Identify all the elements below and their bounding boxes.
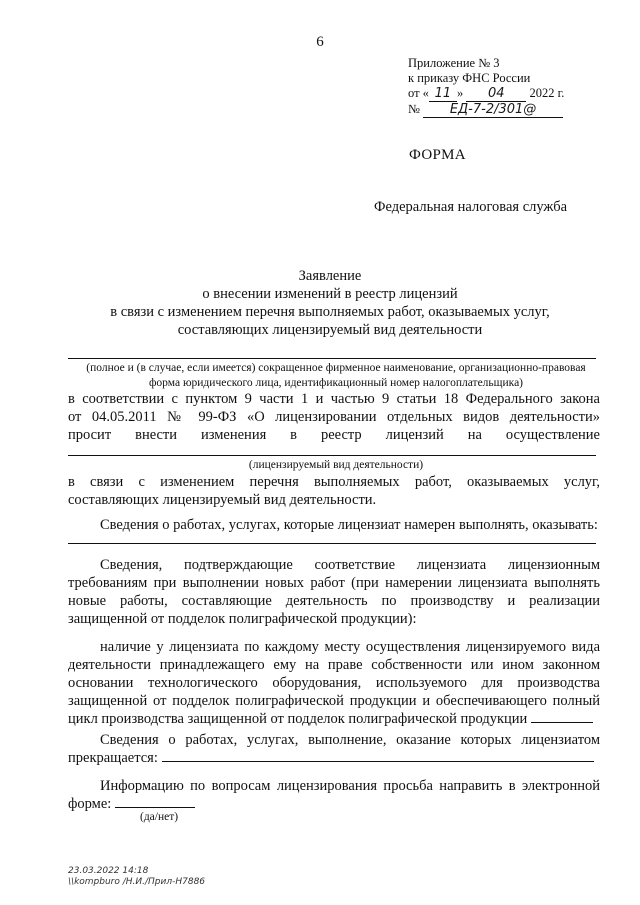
reason-paragraph: в связи с изменением перечня выполняемых работ, оказываемых услуг, составляющих лицензируемый вид деятельности. bbox=[68, 474, 600, 508]
applicant-field-line bbox=[68, 358, 596, 359]
compliance-paragraph: Сведения, подтверждающие соответствие лицензиата лицензионным требованиям при выполнении новых работ (при намерении лицензиата выполнять новые работы, составляющие деятельность по производству и реализации защищенной от подделок полиграфической продукции): bbox=[68, 557, 600, 627]
appendix-month: 04 bbox=[466, 86, 526, 102]
electronic-form-field-line bbox=[115, 795, 195, 808]
activity-field-line bbox=[68, 455, 596, 456]
page-number: 6 bbox=[316, 34, 324, 50]
appendix-number-line: № ЕД-7-2/301@ bbox=[408, 102, 598, 118]
works-field-line bbox=[68, 543, 596, 544]
heading-line-4: составляющих лицензируемый вид деятельности bbox=[177, 322, 483, 338]
yes-no-note: (да/нет) bbox=[140, 811, 179, 823]
appendix-date: от « 11 » 04 2022 г. bbox=[408, 86, 565, 101]
form-label: ФОРМА bbox=[409, 147, 466, 163]
appendix-number: ЕД-7-2/301@ bbox=[423, 102, 563, 118]
basis-paragraph: в соответствии с пунктом 9 части 1 и частью 9 статьи 18 Федерального закона от 04.05.2011 № 99-ФЗ «О лицензировании отдельных видов деятельности» просит внести изменения в реестр лицензий на осуществление bbox=[68, 391, 600, 443]
document-heading bbox=[60, 267, 600, 339]
electronic-paragraph: Информацию по вопросам лицензирования просьба направить в электронной форме: bbox=[68, 778, 600, 812]
heading-line-3: в связи с изменением перечня выполняемых работ, оказываемых услуг, bbox=[110, 304, 550, 320]
terminated-paragraph: Сведения о работах, услугах, выполнение, оказание которых лицензиатом прекращается: bbox=[68, 732, 600, 766]
applicant-note: (полное и (в случае, если имеется) сокращенное фирменное наименование, организационно-правовая форма юридического лица, идентификационный номер налогоплательщика) bbox=[86, 362, 586, 389]
activity-note: (лицензируемый вид деятельности) bbox=[248, 459, 424, 471]
heading-line-2: о внесении изменений в реестр лицензий bbox=[202, 286, 458, 302]
appendix-day: 11 bbox=[429, 86, 457, 102]
appendix-block bbox=[408, 56, 598, 118]
terminated-field-line bbox=[162, 749, 594, 762]
recipient: Федеральная налоговая служба bbox=[374, 199, 568, 215]
appendix-order: к приказу ФНС России bbox=[408, 71, 531, 85]
works-info: Сведения о работах, услугах, которые лицензиат намерен выполнять, оказывать: bbox=[100, 517, 598, 533]
appendix-title: Приложение № 3 bbox=[408, 56, 500, 70]
appendix-year: 2022 г. bbox=[529, 86, 565, 100]
equipment-paragraph: наличие у лицензиата по каждому месту осуществления лицензируемого вида деятельности принадлежащего ему на праве собственности или ином законном основании технологического оборудования, используемого для производства защищенной от подделок полиграфической продукции и обеспечивающего полный цикл производства защищенной от подделок полиграфической продукции bbox=[68, 639, 600, 727]
heading-title: Заявление bbox=[298, 268, 362, 284]
equipment-field-line bbox=[531, 710, 593, 723]
footer-stamp: 23.03.2022 14:18 \\kompburo /Н.И./Прил-Н7886 bbox=[68, 866, 206, 887]
